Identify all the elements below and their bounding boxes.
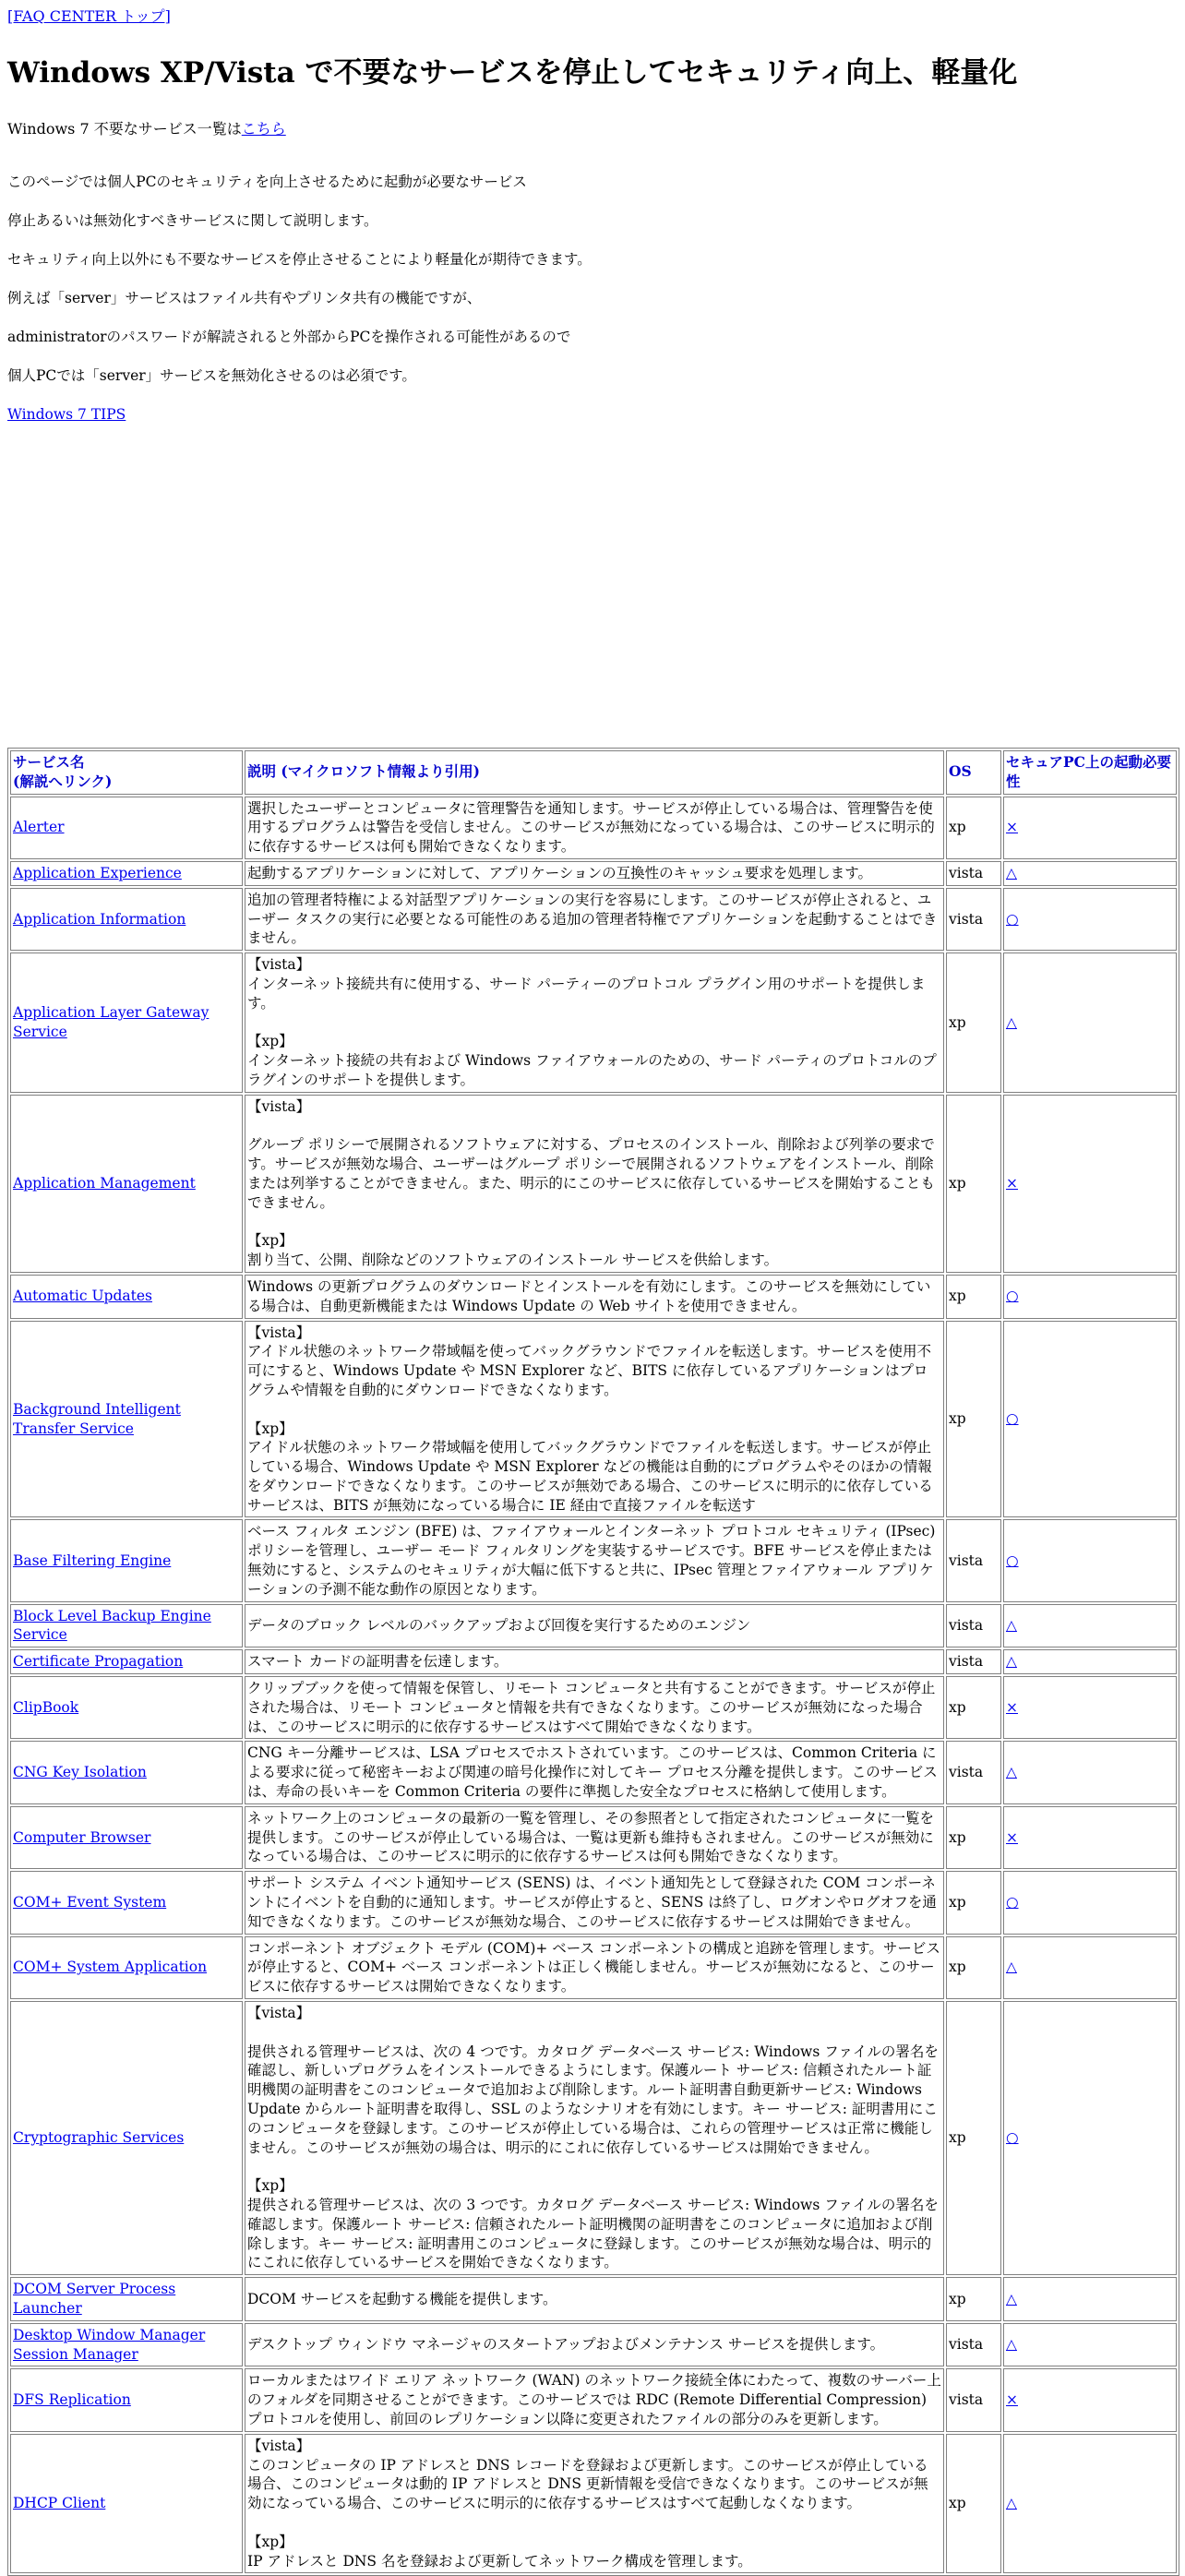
table-row xyxy=(10,1676,1177,1739)
secure-pc-necessity-cell xyxy=(1003,2001,1177,2275)
service-name-link[interactable]: DFS Replication xyxy=(13,2391,131,2409)
service-os: xp xyxy=(946,1871,1001,1934)
service-name-cell xyxy=(10,1095,243,1273)
service-description: スマート カードの証明書を伝達します。 xyxy=(245,1649,944,1674)
secure-pc-necessity-cell xyxy=(1003,2323,1177,2367)
intro-line: このページでは個人PCのセキュリティを向上させるために起動が必要なサービス xyxy=(7,174,527,190)
necessity-rating-link[interactable]: × xyxy=(1006,1698,1018,1716)
service-description: 【vista】 インターネット接続共有に使用する、サード パーティーのプロトコル プラグイン用のサポートを提供します。 【xp】 インターネット接続の共有および Windows ファイアウォールのための、サード パーティのプロトコルのプラグインのサポートを提供します。 xyxy=(245,953,944,1093)
table-row xyxy=(10,1604,1177,1648)
table-row xyxy=(10,1871,1177,1934)
service-name-cell xyxy=(10,1649,243,1674)
service-name-link[interactable]: Background Intelligent Transfer Service xyxy=(13,1400,181,1437)
table-row xyxy=(10,1321,1177,1518)
service-os: xp xyxy=(946,1676,1001,1739)
windows7-note xyxy=(7,120,1178,138)
service-name-link[interactable]: Application Management xyxy=(13,1174,196,1192)
service-os: vista xyxy=(946,888,1001,951)
necessity-rating-link[interactable]: × xyxy=(1006,819,1018,836)
service-name-link[interactable]: Application Experience xyxy=(13,864,182,881)
service-os: vista xyxy=(946,2368,1001,2431)
service-name-cell xyxy=(10,1676,243,1739)
service-os: xp xyxy=(946,1275,1001,1319)
service-os: xp xyxy=(946,2434,1001,2574)
table-row xyxy=(10,2434,1177,2574)
service-os: xp xyxy=(946,797,1001,859)
service-description: 選択したユーザーとコンピュータに管理警告を通知します。サービスが停止している場合は、管理警告を使用するプログラムは警告を受信しません。このサービスが無効になっている場合は、このサービスに明示的に依存するサービスは何も開始できなくなります。 xyxy=(245,797,944,859)
header-service-name: サービス名 (解説へリンク) xyxy=(10,750,243,795)
service-os: vista xyxy=(946,2323,1001,2367)
service-description: サポート システム イベント通知サービス (SENS) は、イベント通知先として登録された COM コンポーネントにイベントを自動的に通知します。サービスが停止すると、SENS は終了し、ログオンやログオフを通知できなくなります。このサービスが無効な場合、このサービスに依存するサービスは開始できません。 xyxy=(245,1871,944,1934)
service-description: コンポーネント オブジェクト モデル (COM)+ ベース コンポーネントの構成と追跡を管理します。サービスが停止すると、COM+ ベース コンポーネントは正しく機能しません。サービスが無効になると、このサービスに依存するサービスは開始できなくなります。 xyxy=(245,1936,944,1999)
necessity-rating-link[interactable]: △ xyxy=(1006,2495,1017,2512)
page-title: Windows XP/Vista で不要なサービスを停止してセキュリティ向上、軽量化 xyxy=(7,56,1018,90)
secure-pc-necessity-cell xyxy=(1003,1936,1177,1999)
service-name-link[interactable]: Alerter xyxy=(13,819,65,836)
windows7-note-text: Windows 7 不要なサービス一覧は xyxy=(7,120,242,138)
secure-pc-necessity-cell xyxy=(1003,2368,1177,2431)
service-name-link[interactable]: DCOM Server Process Launcher xyxy=(13,2281,176,2317)
service-name-cell xyxy=(10,1321,243,1518)
table-row xyxy=(10,1519,1177,1601)
secure-pc-necessity-cell xyxy=(1003,1604,1177,1648)
secure-pc-necessity-cell xyxy=(1003,888,1177,951)
service-name-link[interactable]: COM+ Event System xyxy=(13,1894,167,1911)
service-os: vista xyxy=(946,1519,1001,1601)
table-row xyxy=(10,797,1177,859)
service-os: xp xyxy=(946,1321,1001,1518)
intro-line: 停止あるいは無効化すべきサービスに関して説明します。 xyxy=(7,212,378,229)
necessity-rating-link[interactable]: ○ xyxy=(1006,1552,1019,1569)
table-row xyxy=(10,1649,1177,1674)
necessity-rating-link[interactable]: × xyxy=(1006,1828,1018,1846)
header-secure-pc-necessity: セキュアPC上の起動必要性 xyxy=(1003,750,1177,795)
necessity-rating-link[interactable]: △ xyxy=(1006,2336,1017,2354)
intro-text xyxy=(7,153,1178,425)
intro-line: 例えば「server」サービスはファイル共有やプリンタ共有の機能ですが、 xyxy=(7,290,482,306)
service-name-link[interactable]: Base Filtering Engine xyxy=(13,1552,172,1569)
service-description: Windows の更新プログラムのダウンロードとインストールを有効にします。このサービスを無効にしている場合は、自動更新機能または Windows Update の Web サイトを使用できません。 xyxy=(245,1275,944,1319)
table-row xyxy=(10,1806,1177,1869)
table-row xyxy=(10,1741,1177,1803)
service-os: xp xyxy=(946,953,1001,1093)
services-table xyxy=(7,748,1179,2576)
secure-pc-necessity-cell xyxy=(1003,2434,1177,2574)
necessity-rating-link[interactable]: △ xyxy=(1006,864,1017,881)
service-name-link[interactable]: DHCP Client xyxy=(13,2495,106,2512)
service-name-link[interactable]: Desktop Window Manager Session Manager xyxy=(13,2326,206,2363)
service-description: DCOM サービスを起動する機能を提供します。 xyxy=(245,2277,944,2321)
necessity-rating-link[interactable]: △ xyxy=(1006,1653,1017,1671)
table-row xyxy=(10,2001,1177,2275)
table-row xyxy=(10,888,1177,951)
table-row xyxy=(10,1095,1177,1273)
header-description: 説明 (マイクロソフト情報より引用) xyxy=(245,750,944,795)
service-name-cell xyxy=(10,1871,243,1934)
service-name-cell xyxy=(10,2434,243,2574)
service-name-cell xyxy=(10,797,243,859)
secure-pc-necessity-cell xyxy=(1003,953,1177,1093)
service-name-cell xyxy=(10,953,243,1093)
service-os: vista xyxy=(946,1741,1001,1803)
service-os: xp xyxy=(946,2277,1001,2321)
intro-line: セキュリティ向上以外にも不要なサービスを停止させることにより軽量化が期待できます。 xyxy=(7,251,592,268)
service-name-cell xyxy=(10,1936,243,1999)
service-name-cell xyxy=(10,1604,243,1648)
necessity-rating-link[interactable]: △ xyxy=(1006,1617,1017,1635)
secure-pc-necessity-cell xyxy=(1003,797,1177,859)
necessity-rating-link[interactable]: ○ xyxy=(1006,1410,1019,1428)
service-os: xp xyxy=(946,2001,1001,2275)
service-os: vista xyxy=(946,1649,1001,1674)
necessity-rating-link[interactable]: ○ xyxy=(1006,2129,1019,2147)
table-row xyxy=(10,2368,1177,2431)
table-row xyxy=(10,1936,1177,1999)
service-description: ネットワーク上のコンピュータの最新の一覧を管理し、その参照者として指定されたコンピュータに一覧を提供します。このサービスが停止している場合は、一覧は更新も維持もされません。このサービスが無効になっている場合は、このサービスに明示的に依存するサービスは何も開始できなくなります。 xyxy=(245,1806,944,1869)
header-os: OS xyxy=(946,750,1001,795)
necessity-rating-link[interactable]: ○ xyxy=(1006,1288,1019,1305)
service-description: データのブロック レベルのバックアップおよび回復を実行するためのエンジン xyxy=(245,1604,944,1648)
necessity-rating-link[interactable]: △ xyxy=(1006,2290,1017,2307)
secure-pc-necessity-cell xyxy=(1003,2277,1177,2321)
necessity-rating-link[interactable]: × xyxy=(1006,1174,1018,1192)
service-name-link[interactable]: Application Information xyxy=(13,910,186,928)
service-name-cell xyxy=(10,2001,243,2275)
table-row xyxy=(10,1275,1177,1319)
service-os: vista xyxy=(946,1604,1001,1648)
service-name-link[interactable]: COM+ System Application xyxy=(13,1959,208,1976)
services-table-body xyxy=(10,797,1177,2574)
service-description: 【vista】 アイドル状態のネットワーク帯域幅を使ってバックグラウンドでファイルを転送します。サービスを使用不可にすると、Windows Update や MSN Explorer など、BITS に依存しているアプリケーションはプログラムや情報を自動的にダウンロードできなくなります。 【xp】 アイドル状態のネットワーク帯域幅を使用してバックグラウンドでファイルを転送します。サービスが停止している場合、Windows Update や MSN Explorer などの機能は自動的にプログラムやそのほかの情報をダウンロードできなくなります。このサービスが無効である場合、このサービスに明示的に依存しているサービスは、BITS が無効になっている場合に IE 経由で直接ファイルを転送す xyxy=(245,1321,944,1518)
secure-pc-necessity-cell xyxy=(1003,1519,1177,1601)
service-name-link[interactable]: Certificate Propagation xyxy=(13,1653,184,1671)
service-os: vista xyxy=(946,861,1001,886)
service-description: ローカルまたはワイド エリア ネットワーク (WAN) のネットワーク接続全体にわたって、複数のサーバー上のフォルダを同期させることができます。このサービスでは RDC (Remote Differential Compression) プロトコルを使用し、前回のレプリケーション以降に変更されたファイルの部分のみを更新します。 xyxy=(245,2368,944,2431)
secure-pc-necessity-cell xyxy=(1003,1871,1177,1934)
secure-pc-necessity-cell xyxy=(1003,1676,1177,1739)
service-name-cell xyxy=(10,1741,243,1803)
service-description: クリップブックを使って情報を保管し、リモート コンピュータと共有することができます。サービスが停止された場合は、リモート コンピュータと情報を共有できなくなります。このサービスが無効になった場合は、このサービスに明示的に依存するサービスはすべて開始できなくなります。 xyxy=(245,1676,944,1739)
necessity-rating-link[interactable]: ○ xyxy=(1006,1894,1019,1911)
intro-line: administratorのパスワードが解読されると外部からPCを操作される可能性があるので xyxy=(7,329,571,345)
service-name-cell xyxy=(10,2323,243,2367)
service-description: 【vista】 このコンピュータの IP アドレスと DNS レコードを登録および更新します。このサービスが停止している場合、このコンピュータは動的 IP アドレスと DNS 更新情報を受信できなくなります。このサービスが無効になっている場合、このサービスに明示的に依存するサービスはすべて起動しなくなります。 【xp】 IP アドレスと DNS 名を登録および更新してネットワーク構成を管理します。 xyxy=(245,2434,944,2574)
necessity-rating-link[interactable]: △ xyxy=(1006,1013,1017,1031)
service-name-link[interactable]: CNG Key Isolation xyxy=(13,1764,147,1781)
secure-pc-necessity-cell xyxy=(1003,1275,1177,1319)
necessity-rating-link[interactable]: ○ xyxy=(1006,910,1019,928)
service-name-cell xyxy=(10,2277,243,2321)
service-name-cell xyxy=(10,2368,243,2431)
service-os: xp xyxy=(946,1936,1001,1999)
service-name-link[interactable]: Automatic Updates xyxy=(13,1288,152,1305)
service-name-link[interactable]: Cryptographic Services xyxy=(13,2129,185,2147)
service-name-link[interactable]: Computer Browser xyxy=(13,1828,151,1846)
secure-pc-necessity-cell xyxy=(1003,861,1177,886)
service-name-link[interactable]: ClipBook xyxy=(13,1698,79,1716)
table-row xyxy=(10,953,1177,1093)
windows7-list-link[interactable]: こちら xyxy=(241,120,286,138)
blank-ad-area xyxy=(7,425,1178,748)
table-row xyxy=(10,861,1177,886)
service-description: 【vista】 提供される管理サービスは、次の 4 つです。カタログ データベース サービス: Windows ファイルの署名を確認し、新しいプログラムをインストールできるようにします。保護ルート サービス: 信頼されたルート証明機関の証明書をこのコンピュータで追加および削除します。ルート証明書自動更新サービス: Windows Update からルート証明書を取得し、SSL のようなシナリオを有効にします。キー サービス: 証明書用にこのコンピュータを登録します。このサービスが停止している場合は、これらの管理サービスは正常に機能しません。このサービスが無効の場合は、明示的にこれに依存しているサービスは開始できません。 【xp】 提供される管理サービスは、次の 3 つです。カタログ データベース サービス: Windows ファイルの署名を確認します。保護ルート サービス: 信頼されたルート証明機関の証明書をこのコンピュータに追加および削除します。キー サービス: 証明書用このコンピュータに登録します。このサービスが無効な場合は、明示的にこれに依存しているサービスを開始できなくなります。 xyxy=(245,2001,944,2275)
service-name-cell xyxy=(10,888,243,951)
service-name-cell xyxy=(10,1519,243,1601)
table-header-row xyxy=(10,750,1177,795)
service-name-cell xyxy=(10,861,243,886)
service-description: デスクトップ ウィンドウ マネージャのスタートアップおよびメンテナンス サービスを提供します。 xyxy=(245,2323,944,2367)
service-description: ベース フィルタ エンジン (BFE) は、ファイアウォールとインターネット プロトコル セキュリティ (IPsec) ポリシーを管理し、ユーザー モード フィルタリングを実装するサービスです。BFE サービスを停止または無効にすると、システムのセキュリティが大幅に低下すると共に、IPsec 管理とファイアウォール アプリケーションの予測不能な動作の原因となります。 xyxy=(245,1519,944,1601)
service-name-cell xyxy=(10,1806,243,1869)
secure-pc-necessity-cell xyxy=(1003,1321,1177,1518)
secure-pc-necessity-cell xyxy=(1003,1806,1177,1869)
secure-pc-necessity-cell xyxy=(1003,1649,1177,1674)
service-name-link[interactable]: Application Layer Gateway Service xyxy=(13,1004,209,1040)
necessity-rating-link[interactable]: △ xyxy=(1006,1959,1017,1976)
faq-center-top-link[interactable]: [FAQ CENTER トップ] xyxy=(7,7,171,25)
table-row xyxy=(10,2277,1177,2321)
service-name-cell xyxy=(10,1275,243,1319)
necessity-rating-link[interactable]: × xyxy=(1006,2391,1018,2409)
service-os: xp xyxy=(946,1095,1001,1273)
service-name-link[interactable]: Block Level Backup Engine Service xyxy=(13,1607,211,1644)
service-description: 【vista】 グループ ポリシーで展開されるソフトウェアに対する、プロセスのインストール、削除および列挙の要求です。サービスが無効な場合、ユーザーはグループ ポリシーで展開されるソフトウェアをインストール、削除または列挙することができません。また、明示的にこのサービスに依存しているサービスを開始することもできません。 【xp】 割り当て、公開、削除などのソフトウェアのインストール サービスを供給します。 xyxy=(245,1095,944,1273)
service-description: CNG キー分離サービスは、LSA プロセスでホストされています。このサービスは、Common Criteria による要求に従って秘密キーおよび関連の暗号化操作に対してキー プロセス分離を提供します。このサービスは、寿命の長いキーを Common Criteria の要件に準拠した安全なプロセスに格納して使用します。 xyxy=(245,1741,944,1803)
service-description: 起動するアプリケーションに対して、アプリケーションの互換性のキャッシュ要求を処理します。 xyxy=(245,861,944,886)
table-row xyxy=(10,2323,1177,2367)
necessity-rating-link[interactable]: △ xyxy=(1006,1764,1017,1781)
service-os: xp xyxy=(946,1806,1001,1869)
secure-pc-necessity-cell xyxy=(1003,1095,1177,1273)
service-description: 追加の管理者特権による対話型アプリケーションの実行を容易にします。このサービスが停止されると、ユーザー タスクの実行に必要となる可能性のある追加の管理者特権でアプリケーションを起動することはできません。 xyxy=(245,888,944,951)
secure-pc-necessity-cell xyxy=(1003,1741,1177,1803)
windows7-tips-link[interactable]: Windows 7 TIPS xyxy=(7,406,126,423)
intro-line: 個人PCでは「server」サービスを無効化させるのは必須です。 xyxy=(7,367,416,384)
